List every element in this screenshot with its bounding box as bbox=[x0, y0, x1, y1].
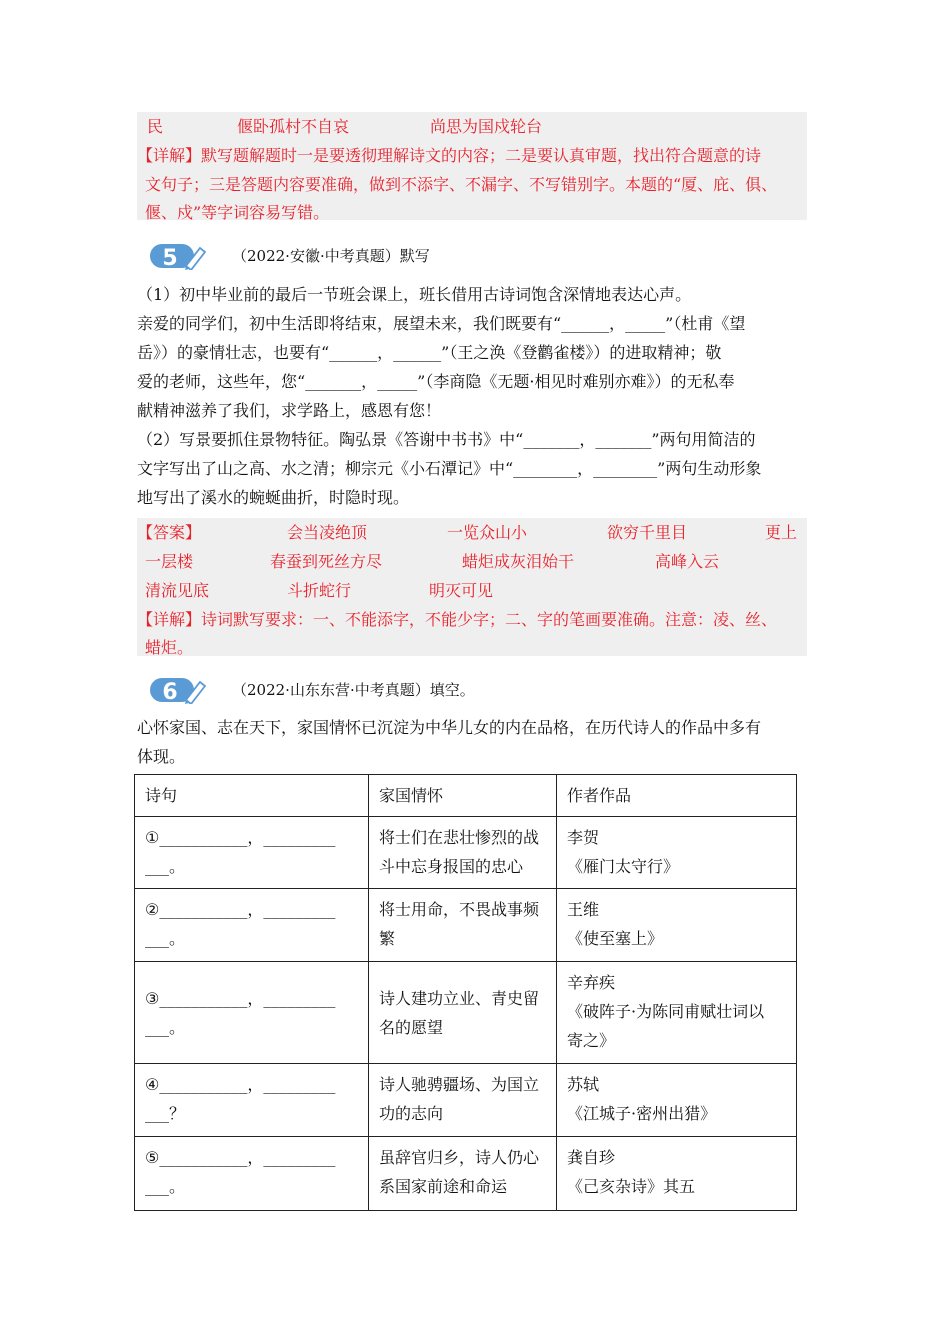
table-header-row bbox=[135, 775, 797, 817]
cell-text: 将士们在悲壮惨烈的战 bbox=[379, 828, 540, 847]
detail-text: 默写题解题时一是要透彻理解诗文的内容；二是要认真审题，找出符合题意的诗 bbox=[201, 146, 762, 165]
detail-text: 蜡炬。 bbox=[145, 638, 194, 657]
table-header: 诗句 bbox=[135, 775, 369, 817]
blank-text: ___。 bbox=[145, 857, 186, 876]
cell-text: 苏轼 bbox=[567, 1075, 600, 1094]
sentiment-cell bbox=[369, 962, 557, 1064]
q6-intro-line: 心怀家国、志在天下，家国情怀已沉淀为中华儿女的内在品格，在历代诗人的作品中多有 bbox=[137, 718, 762, 737]
sentiment-cell bbox=[369, 1137, 557, 1211]
q5-line: 献精神滋养了我们，求学路上，感恩有您！ bbox=[137, 401, 442, 420]
q4-answer-block bbox=[137, 112, 807, 220]
q4-answer-item: 偃卧孤村不自哀 bbox=[237, 117, 350, 136]
blank-text: ___。 bbox=[145, 1177, 186, 1196]
cell-text: 《江城子·密州出猎》 bbox=[567, 1104, 717, 1123]
table-row bbox=[135, 889, 797, 962]
q5-source: （2022·安徽·中考真题）默写 bbox=[232, 247, 430, 265]
question-number-badge bbox=[150, 242, 206, 270]
sentiment-cell bbox=[369, 817, 557, 889]
q6-intro-line: 体现。 bbox=[137, 747, 186, 766]
cell-text: 诗人驰骋疆场、为国立 bbox=[379, 1075, 540, 1094]
detail-text: 诗词默写要求：一、不能添字，不能少字；二、字的笔画要准确。注意：凌、丝、 bbox=[201, 610, 778, 629]
detail-text: 偃、戍”等字词容易写错。 bbox=[145, 203, 330, 222]
sentiment-cell bbox=[369, 889, 557, 962]
q5-line: 亲爱的同学们，初中生活即将结束，展望未来，我们既要有“______，_____”（杜甫《望 bbox=[137, 314, 746, 333]
q4-answer-line bbox=[137, 112, 807, 141]
q5-line: （2）写景要抓住景物特征。陶弘景《答谢中书书》中“_______，_______”两句用简洁的 bbox=[137, 430, 756, 449]
detail-label: 【详解】 bbox=[137, 610, 202, 629]
cell-text: 龚自珍 bbox=[567, 1148, 616, 1167]
answer-item: 斗折蛇行 bbox=[287, 581, 352, 600]
answer-item: 蜡炬成灰泪始干 bbox=[462, 552, 575, 571]
q5-line: （1）初中毕业前的最后一节班会课上，班长借用古诗词饱含深情地表达心声。 bbox=[137, 285, 692, 304]
cell-text: 斗中忘身报国的忠心 bbox=[379, 857, 524, 876]
blank-text: ③___________，_________ bbox=[145, 988, 336, 1008]
answer-item: 清流见底 bbox=[145, 581, 210, 600]
q5-line: 地写出了溪水的蜿蜒曲折，时隐时现。 bbox=[137, 488, 410, 507]
table-header: 家国情怀 bbox=[369, 775, 557, 817]
cell-text: 将士用命，不畏战事频 bbox=[379, 900, 540, 919]
blank-text: ⑤___________，_________ bbox=[145, 1148, 336, 1167]
cell-text: 王维 bbox=[567, 900, 600, 919]
question-number: 6 bbox=[162, 680, 178, 704]
author-cell bbox=[557, 1137, 797, 1211]
poem-blank-cell[interactable] bbox=[135, 962, 369, 1064]
q6-intro bbox=[137, 713, 809, 771]
author-cell bbox=[557, 889, 797, 962]
cell-text: 《己亥杂诗》其五 bbox=[567, 1177, 696, 1196]
answer-item: 明灭可见 bbox=[429, 581, 494, 600]
q5-line: 文字写出了山之高、水之清；柳宗元《小石潭记》中“________，________”两句生动形象 bbox=[137, 459, 762, 478]
q5-line: 爱的老师，这些年，您“_______，_____”（李商隐《无题·相见时难别亦难》）的无私奉 bbox=[137, 372, 735, 391]
q5-answer-line bbox=[137, 547, 807, 576]
cell-text: 虽辞官归乡，诗人仍心 bbox=[379, 1148, 540, 1167]
author-cell bbox=[557, 962, 797, 1064]
blank-text: ④___________，_________ bbox=[145, 1075, 336, 1094]
cell-text: 名的愿望 bbox=[379, 1017, 444, 1037]
q4-answer-item: 尚思为国戍轮台 bbox=[430, 117, 543, 136]
answer-item: 一览众山小 bbox=[447, 523, 528, 542]
cell-text: 《雁门太守行》 bbox=[567, 857, 680, 876]
cell-text: 诗人建功立业、青史留 bbox=[379, 988, 540, 1008]
cell-text: 繁 bbox=[379, 929, 396, 948]
detail-text: 文句子；三是答题内容要准确，做到不添字、不漏字、不写错别字。本题的“厦、庇、俱、 bbox=[145, 175, 778, 194]
table-row bbox=[135, 1064, 797, 1137]
q5-text bbox=[137, 280, 809, 512]
cell-text: 《破阵子·为陈同甫赋壮词以 bbox=[567, 1002, 765, 1021]
poem-blank-cell[interactable] bbox=[135, 889, 369, 962]
answer-item: 会当凌绝顶 bbox=[287, 523, 368, 542]
q6-source: （2022·山东东营·中考真题）填空。 bbox=[232, 681, 475, 699]
answer-item: 一层楼 bbox=[145, 552, 194, 571]
cell-text: 功的志向 bbox=[379, 1104, 444, 1123]
cell-text: 系国家前途和命运 bbox=[379, 1177, 508, 1196]
table-header: 作者作品 bbox=[557, 775, 797, 817]
q5-answer-line bbox=[137, 576, 807, 605]
question-number: 5 bbox=[162, 246, 178, 270]
q5-answer-line bbox=[137, 518, 807, 547]
cell-text: 寄之》 bbox=[567, 1031, 616, 1050]
answer-item: 春蚕到死丝方尽 bbox=[270, 552, 383, 571]
cell-text: 辛弃疾 bbox=[567, 973, 616, 992]
blank-text: ①___________，_________ bbox=[145, 828, 336, 847]
cell-text: 《使至塞上》 bbox=[567, 929, 664, 948]
author-cell bbox=[557, 817, 797, 889]
blank-text: ②___________，_________ bbox=[145, 900, 336, 919]
answer-item: 更上 bbox=[765, 523, 798, 542]
answer-item: 欲穷千里目 bbox=[607, 523, 688, 542]
q5-answer-block bbox=[137, 518, 807, 656]
poem-table bbox=[134, 774, 797, 1211]
poem-blank-cell[interactable] bbox=[135, 1064, 369, 1137]
cell-text: 李贺 bbox=[567, 828, 600, 847]
detail-label: 【详解】 bbox=[137, 146, 202, 165]
answer-item: 高峰入云 bbox=[655, 552, 720, 571]
table-row bbox=[135, 817, 797, 889]
poem-blank-cell[interactable] bbox=[135, 1137, 369, 1211]
blank-text: ___。 bbox=[145, 1017, 186, 1037]
author-cell bbox=[557, 1064, 797, 1137]
table-row bbox=[135, 1137, 797, 1211]
poem-blank-cell[interactable] bbox=[135, 817, 369, 889]
q5-line: 岳》）的豪情壮志，也要有“______，______”（王之涣《登鹳雀楼》）的进取精神；敬 bbox=[137, 343, 722, 362]
table-row bbox=[135, 962, 797, 1064]
blank-text: ___？ bbox=[145, 1104, 186, 1123]
sentiment-cell bbox=[369, 1064, 557, 1137]
blank-text: ___。 bbox=[145, 929, 186, 948]
answer-label: 【答案】 bbox=[137, 523, 202, 542]
question-number-badge bbox=[150, 676, 206, 704]
q4-answer-item: 民 bbox=[147, 117, 164, 136]
